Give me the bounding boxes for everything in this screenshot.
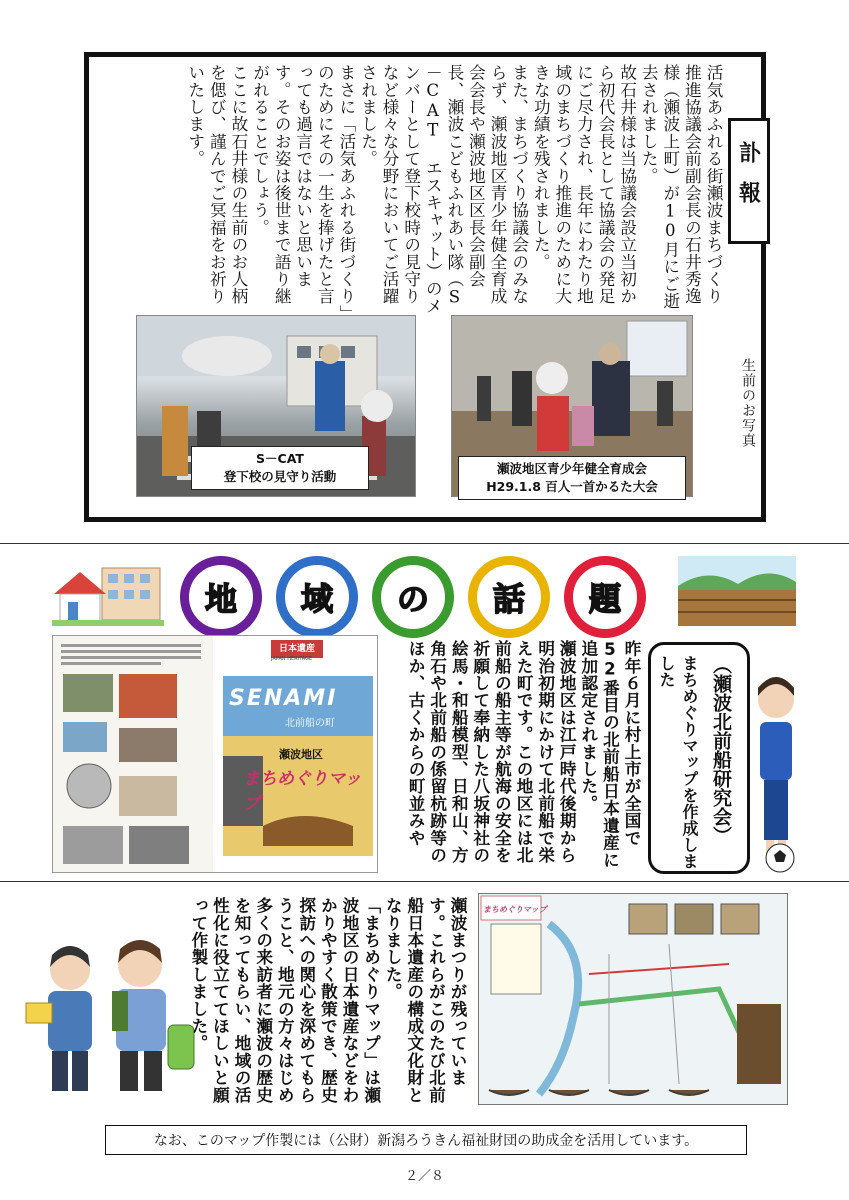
house-illustration [52,560,164,626]
heading-char: 域 [276,556,358,638]
funding-note: なお、このマップ作製には（公財）新潟ろうきん福祉財団の助成金を活用しています。 [105,1125,747,1155]
heritage-sub: JAPAN HERITAGE [271,656,313,662]
article-title: まちめぐりマップを作成しました [657,655,699,870]
tourists-illustration [22,925,202,1095]
pamphlet-title: まちめぐりマップ [243,769,362,814]
pamphlet-district: 瀬波地区 [279,748,323,761]
topics-heading [180,556,660,638]
heritage-badge: 日本遺産 [278,644,315,654]
article-column-1: 昨年６月に村上市が全国で52番目の北前船日本遺産に追加認定されました。 瀬波地区は江戸時代後期から明治初期にかけて北前船で栄えた町です。この地区には北前船の船主等が航海の安全を祈願して奉納した八坂神社の絵馬・和船模型、日和山、方角石や北前船の係留杭跡等のほか、古くからの町並みや [406,640,641,869]
article-column-2: 瀬波まつりが残っています。これらがこのたび北前船日本遺産の構成文化財となりました。 「まちめぐりマップ」は瀬波地区の日本遺産などをわかりやすく散策でき、歴史探訪への関心を深めてもらうこと、地元の方々はじめ多くの来訪者に瀬波の歴史を知ってもらい、地域の活性化に役立ててほしいと願って作製しました。 [188,897,467,1104]
map-title: まちめぐりマップ [483,905,547,914]
photo1-caption: S－CAT 登下校の見守り活動 [191,446,369,490]
pamphlet-image [52,635,378,873]
pamphlet-subtitle: 北前船の町 [285,718,335,729]
pamphlet-brand: SENAMI [229,686,338,711]
photo2-caption: 瀬波地区青少年健全育成会 H29.1.8 百人一首かるた大会 [458,456,686,500]
section-divider [0,543,849,544]
obituary-title: 訃報 [728,118,770,244]
heading-char: 題 [564,556,646,638]
photo-karuta [451,315,693,497]
field-illustration [678,556,796,626]
girl-soccer-illustration [752,666,798,878]
heading-char: 地 [180,556,262,638]
section-divider [0,881,849,882]
article-org: （瀬波北前船研究会） [710,655,732,845]
page-number: ２／８ [404,1169,444,1184]
heading-char: の [372,556,454,638]
article-title-box [648,642,750,874]
obituary-body: 活気あふれる街瀬波まちづくり推進協議会前副会長の石井秀逸様（瀬波上町）が10月にご逝去されました。 故石井様は当協議会設立当初から初代会長として協議会の発足にご尽力され、長年にわたり地域のまちづくり推進のために大きな功績を残されました。 また、まちづくり協議会のみならず、瀬波地区青少年健全育成会会長や瀬波地区区長会副会長、瀬波こどもふれあい隊（S－CAT エスキャット）のメンバーとして登下校時の見守りなど様々な分野においてご活躍されました。 まさに「活気あふれる街づくり」のためにその一生を捧げたと言っても過言ではないと思います。そのお姿は後世まで語り継がれることでしょう。 ここに故石井様の生前のお人柄を偲び、謹んでご冥福をお祈りいたします。 [185,64,723,315]
photo-crosswalk [136,315,416,497]
heading-char: 話 [468,556,550,638]
photo-note: 生前のお写真 [740,358,756,448]
route-map-image [478,893,788,1105]
